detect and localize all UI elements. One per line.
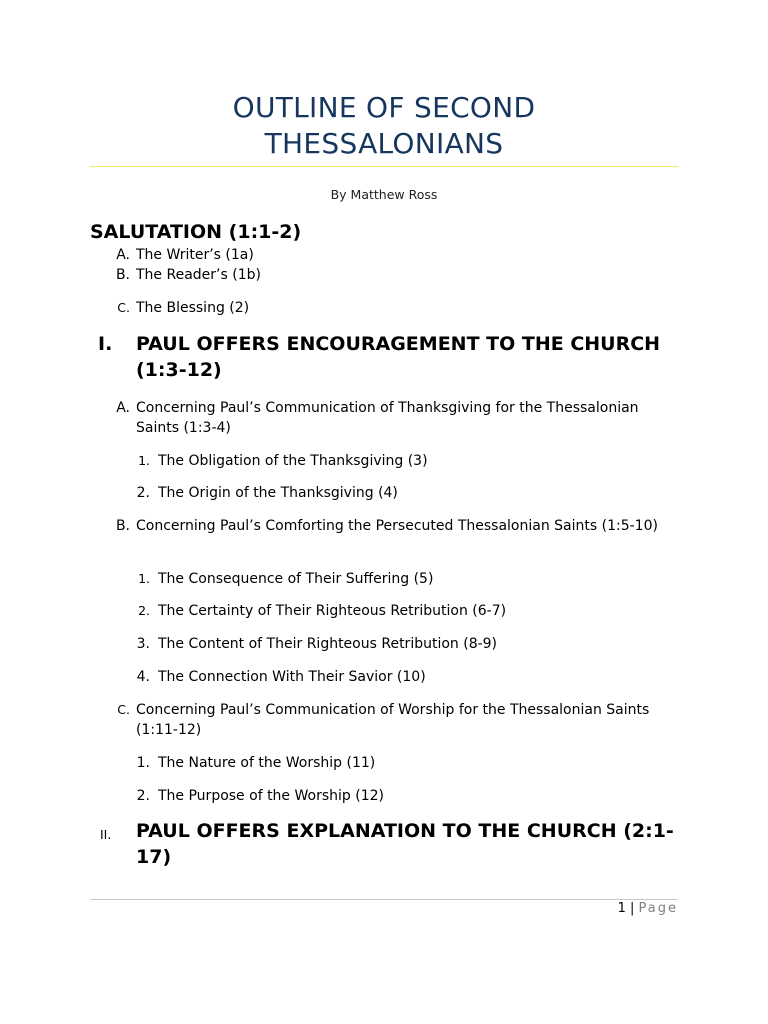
point-text: The Consequence of Their Suffering (5) bbox=[158, 571, 434, 587]
point-text: The Connection With Their Savior (10) bbox=[158, 669, 426, 685]
item-label: C. bbox=[117, 300, 130, 315]
title-line-1: OUTLINE OF SECOND bbox=[232, 91, 536, 124]
point-label: 1. bbox=[136, 755, 150, 771]
item-label: B. bbox=[115, 267, 130, 283]
point-label: 1. bbox=[138, 453, 150, 468]
section-numeral: II. bbox=[100, 827, 112, 842]
point-text: The Nature of the Worship (11) bbox=[158, 755, 376, 771]
item-text: The Writer’s (1a) bbox=[136, 247, 254, 263]
point-text: The Purpose of the Worship (12) bbox=[158, 788, 384, 804]
point-label: 2. bbox=[136, 485, 150, 501]
point-text: The Certainty of Their Righteous Retribution (6-7) bbox=[158, 603, 507, 619]
section-heading bbox=[98, 331, 684, 385]
page-number: 1 bbox=[617, 901, 626, 916]
subsection-text: Concerning Paul’s Comforting the Persecuted Thessalonian Saints (1:5-10) bbox=[136, 518, 658, 534]
title-line-2: THESSALONIANS bbox=[264, 127, 504, 160]
item-text: The Blessing (2) bbox=[136, 300, 250, 316]
subsection-label: B. bbox=[115, 518, 130, 534]
section-title: PAUL OFFERS ENCOURAGEMENT TO THE CHURCH (1:3-12) bbox=[136, 333, 661, 381]
point-label: 2. bbox=[138, 603, 150, 618]
point-text: The Obligation of the Thanksgiving (3) bbox=[158, 453, 428, 469]
point-label: 2. bbox=[136, 788, 150, 804]
footer-divider bbox=[90, 899, 678, 900]
subsection-label: C. bbox=[117, 702, 130, 717]
section-heading bbox=[100, 818, 686, 872]
subsection-label: A. bbox=[116, 400, 130, 416]
section-numeral: I. bbox=[98, 333, 113, 355]
page-footer bbox=[618, 900, 678, 918]
page-word: Page bbox=[638, 901, 678, 916]
point-text: The Content of Their Righteous Retribution (8-9) bbox=[158, 636, 498, 652]
item-text: The Reader’s (1b) bbox=[136, 267, 261, 283]
title-divider bbox=[90, 166, 678, 167]
section-title: PAUL OFFERS EXPLANATION TO THE CHURCH (2:1-17) bbox=[136, 820, 674, 868]
byline: By Matthew Ross bbox=[330, 187, 438, 202]
point-label: 1. bbox=[138, 571, 150, 586]
salutation-heading: SALUTATION (1:1-2) bbox=[90, 221, 302, 243]
subsection-text: Concerning Paul’s Communication of Worship for the Thessalonian Saints (1:11-12) bbox=[136, 702, 650, 738]
point-text: The Origin of the Thanksgiving (4) bbox=[158, 485, 398, 501]
footer-separator: | bbox=[629, 901, 635, 916]
point-label: 3. bbox=[136, 636, 150, 652]
subsection-text: Concerning Paul’s Communication of Thanksgiving for the Thessalonian Saints (1:3-4) bbox=[136, 400, 639, 436]
point-label: 4. bbox=[136, 669, 150, 685]
item-label: A. bbox=[116, 247, 130, 263]
document-title bbox=[90, 90, 678, 162]
